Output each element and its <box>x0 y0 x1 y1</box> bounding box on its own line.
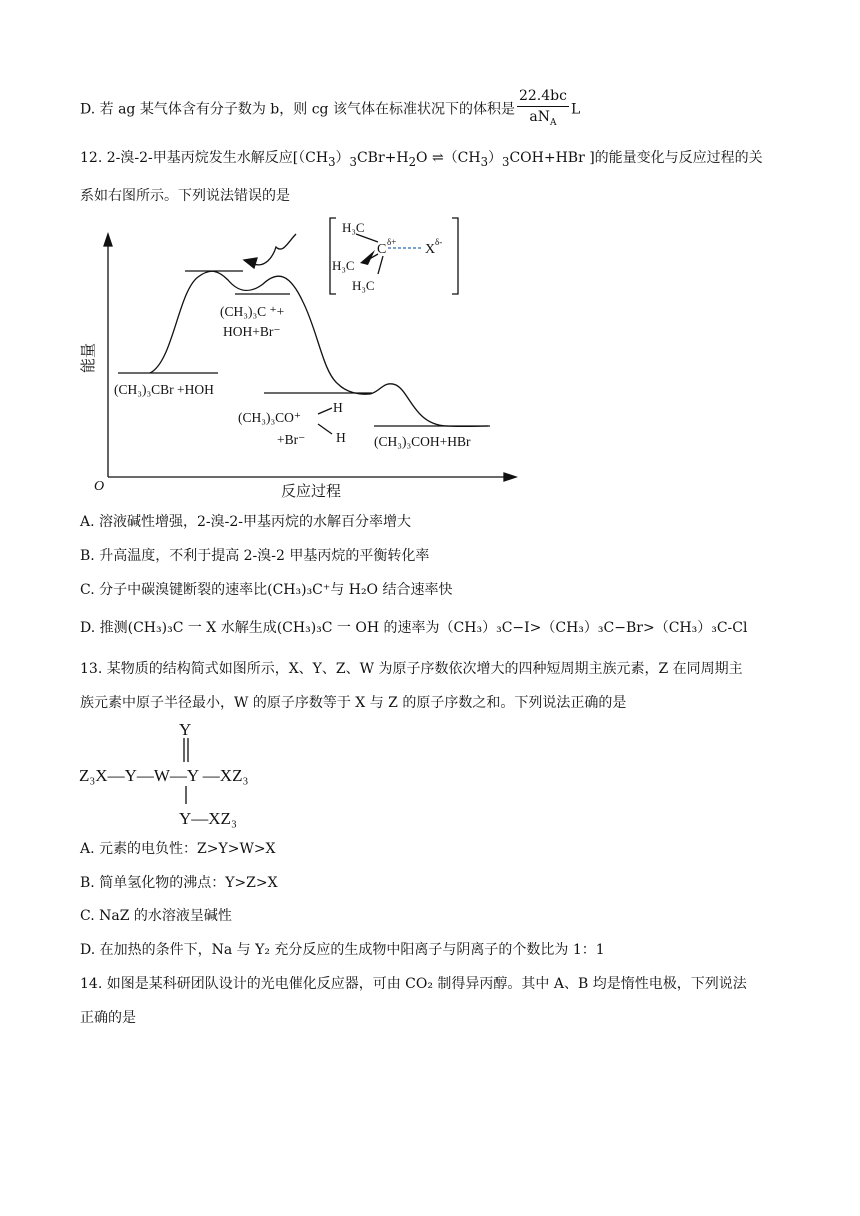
oxonium-h-bottom: H <box>336 430 346 445</box>
bromide-label: +Br⁻ <box>277 432 306 447</box>
q14-stem-line2: 正确的是 <box>80 1010 136 1026</box>
q13-stem-line2: 族元素中原子半径最小，W 的原子序数等于 X 与 Z 的原子序数之和。下列说法正确的是 <box>80 695 627 711</box>
q13-stem-line1: 13. 某物质的结构简式如图所示，X、Y、Z、W 为原子序数依次增大的四种短周期主族元素，Z 在同周期主 <box>80 661 743 677</box>
q11-option-d-text: D. 若 ag 某气体含有分子数为 b，则 cg 该气体在标准状况下的体积是 <box>80 101 515 118</box>
ts-methyl-top: H₃C <box>342 220 365 235</box>
q12-option-a: A. 溶液碱性增强，2-溴-2-甲基丙烷的水解百分率增大 <box>80 514 412 530</box>
volume-unit: L <box>570 101 581 118</box>
fraction-denominator: $aN_A$ <box>529 109 557 128</box>
q12-stem-line1: 12. 2-溴-2-甲基丙烷发生水解反应[$(CH_3)_3CBr+H_2O$ $\rightleftharpoons(CH_3)_3COH+HBr$ ]的能量变化与反应过程的关 <box>80 150 763 169</box>
ts-methyl-mid: H₃C <box>332 258 355 273</box>
q12-stem-line2: 系如右图所示。下列说法错误的是 <box>80 188 290 204</box>
q12-option-d: D. 推测(CH₃)₃C 一 X 水解生成(CH₃)₃C 一 OH 的速率为（CH₃）₃C−I>（CH₃）₃C−Br>（CH₃）₃C-Cl <box>80 620 748 636</box>
ts-leaving-charge: δ- <box>435 237 443 247</box>
q14-stem-line1: 14. 如图是某科研团队设计的光电催化反应器，可由 CO₂ 制得异丙醇。其中 A、B 均是惰性电极，下列说法 <box>80 976 747 992</box>
x-axis-label: 反应过程 <box>281 484 342 500</box>
q13-option-b: B. 简单氢化物的沸点：Y>Z>X <box>80 875 278 891</box>
structure-bottom-chain: Y—XZ₃ <box>179 809 237 828</box>
structure-diagram <box>78 716 318 831</box>
fraction-numerator: 22.4bc <box>517 86 569 107</box>
ts-carbon: C <box>377 242 387 257</box>
structure-main-chain: Z₃X—Y—W—Y —XZ₃ <box>79 766 249 785</box>
ts-carbon-charge: δ+ <box>387 237 397 247</box>
reactant-label: (CH₃)₃CBr +HOH <box>114 382 214 397</box>
oxonium-label: (CH₃)₃CO⁺ <box>238 410 302 425</box>
product-label: (CH₃)₃COH+HBr <box>374 434 471 449</box>
q13-option-c: C. NaZ 的水溶液呈碱性 <box>80 908 232 924</box>
energy-diagram <box>78 212 598 502</box>
intermediate1-line2: HOH+Br⁻ <box>223 324 281 339</box>
oxonium-h-top: H <box>333 400 343 415</box>
q13-option-d: D. 在加热的条件下，Na 与 Y₂ 充分反应的生成物中阳离子与阴离子的个数比为 1：1 <box>80 942 605 958</box>
structure-top-atom: Y <box>179 720 192 739</box>
ts-methyl-bottom: H₃C <box>352 278 375 293</box>
y-axis-label: 能量 <box>81 342 97 373</box>
ts-leaving-group: X <box>425 242 436 257</box>
origin-label: O <box>94 479 105 494</box>
q12-option-b: B. 升高温度，不利于提高 2-溴-2 甲基丙烷的平衡转化率 <box>80 548 430 564</box>
q12-option-c: C. 分子中碳溴键断裂的速率比(CH₃)₃C⁺与 H₂O 结合速率快 <box>80 582 453 598</box>
intermediate1-line1: (CH₃)₃C ⁺+ <box>220 304 285 319</box>
q13-option-a: A. 元素的电负性：Z>Y>W>X <box>80 841 276 857</box>
volume-fraction <box>517 86 569 133</box>
q11-option-d <box>80 86 580 133</box>
